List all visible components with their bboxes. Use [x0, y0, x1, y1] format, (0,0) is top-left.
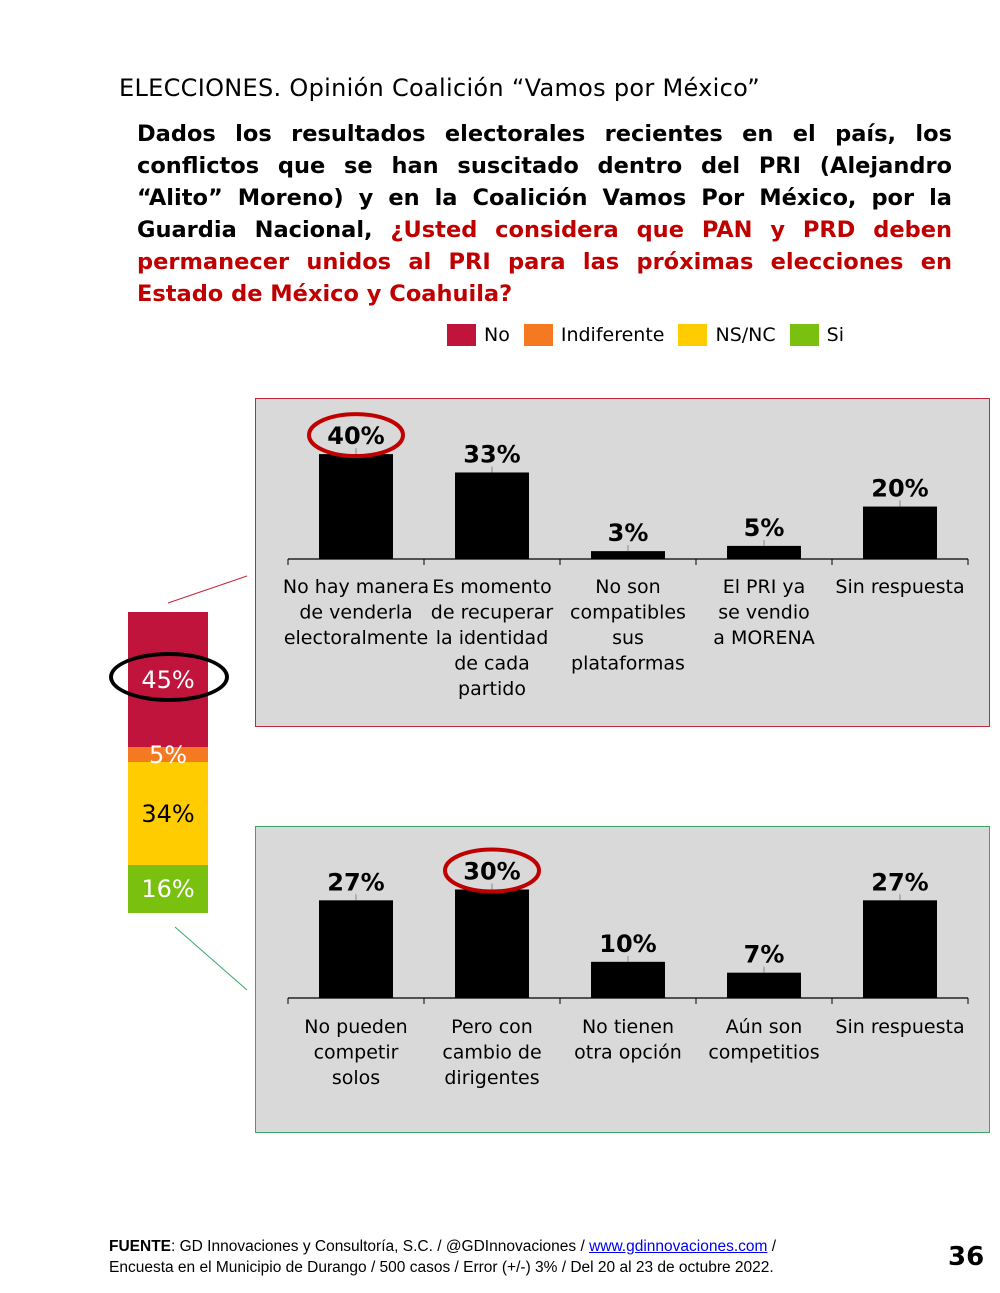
data-label: 3%	[607, 519, 649, 548]
category-label: competitios	[708, 1041, 820, 1064]
no-reasons-panel	[255, 398, 990, 727]
category-label: de recuperar	[430, 601, 554, 624]
bar	[727, 973, 801, 998]
category-label: dirigentes	[444, 1067, 540, 1089]
category-label: sus	[612, 627, 644, 649]
no-reasons-chart	[256, 399, 989, 726]
category-label: No tienen	[581, 1016, 675, 1038]
page-number: 36	[948, 1242, 985, 1272]
data-label: 5%	[743, 513, 785, 542]
connector-line-si	[175, 927, 247, 990]
category-label: otra opción	[574, 1041, 682, 1064]
bar	[591, 551, 665, 559]
category-label: solos	[331, 1067, 381, 1089]
data-label: 40%	[327, 422, 385, 451]
stack-segment-label: 16%	[141, 874, 195, 903]
footer-line-1	[109, 1236, 776, 1257]
category-label: electoralmente	[283, 627, 429, 649]
category-label: de cada	[454, 652, 530, 675]
bar	[863, 900, 937, 998]
bar	[591, 962, 665, 998]
category-label: Sin respuesta	[835, 576, 965, 598]
category-label: No pueden	[304, 1016, 408, 1038]
category-label: Es momento	[432, 576, 552, 598]
data-label: 7%	[743, 940, 785, 969]
stacked-summary-bar	[128, 612, 208, 913]
stack-segment-label: 5%	[148, 740, 188, 769]
data-label: 10%	[599, 929, 657, 958]
source-text: : GD Innovaciones y Consultoría, S.C. / @GDInnovaciones /	[171, 1238, 590, 1255]
category-label: se vendio	[718, 601, 810, 624]
stack-segment-label: 45%	[141, 665, 195, 694]
stack-segment-label: 34%	[141, 799, 195, 828]
source-end: /	[767, 1238, 777, 1255]
source-label: FUENTE	[109, 1238, 171, 1255]
bar	[863, 507, 937, 559]
footer-line-2: Encuesta en el Municipio de Durango / 500 casos / Error (+/-) 3% / Del 20 al 23 de octubre 2022.	[109, 1259, 774, 1276]
legend-label: No	[484, 324, 510, 346]
data-label: 30%	[463, 857, 521, 886]
question-highlight: ¿Usted considera que PAN y PRD deben permanecer unidos al PRI para las próximas elecciones en Estado de México y Coahuila?	[137, 217, 952, 307]
bar	[455, 472, 529, 559]
stack-segment-si	[128, 865, 208, 913]
website-link[interactable]: www.gdinnovaciones.com	[589, 1238, 768, 1255]
category-label: partido	[458, 678, 526, 700]
category-label: a MORENA	[713, 627, 815, 649]
stack-segment-indiferente	[128, 740, 208, 769]
stack-segment-nsnc	[128, 762, 208, 864]
legend-label: NS/NC	[715, 324, 776, 346]
category-label: competir	[313, 1041, 399, 1064]
si-reasons-panel	[255, 826, 990, 1133]
bar	[455, 889, 529, 998]
category-label: Aún son	[725, 1016, 803, 1038]
category-label: compatibles	[570, 601, 686, 624]
stack-segment-no	[128, 612, 208, 747]
data-label: 33%	[463, 440, 521, 469]
legend-label: Si	[826, 324, 844, 346]
source-footer	[109, 1236, 776, 1278]
category-label: No hay manera	[282, 576, 430, 598]
data-label: 27%	[327, 868, 385, 897]
category-label: la identidad	[435, 627, 549, 649]
connector-line-no	[168, 576, 247, 603]
bar	[727, 546, 801, 559]
bar	[319, 900, 393, 998]
bar	[319, 454, 393, 559]
category-label: Pero con	[451, 1016, 533, 1038]
category-label: No son	[595, 576, 661, 598]
category-label: cambio de	[442, 1041, 542, 1064]
category-label: El PRI ya	[722, 576, 806, 598]
si-reasons-chart	[256, 827, 989, 1132]
legend-label: Indiferente	[560, 324, 665, 346]
category-label: Sin respuesta	[835, 1016, 965, 1038]
question-context: Dados los resultados electorales recientes en el país, los conflictos que se han suscitado dentro del PRI (Alejandro “Alito” Moreno) y en la Coalición Vamos Por México, por la Guardia Nacional,	[137, 121, 952, 243]
data-label: 20%	[871, 474, 929, 503]
category-label: de venderla	[299, 601, 413, 624]
page-title: ELECCIONES. Opinión Coalición “Vamos por México”	[119, 74, 760, 102]
category-label: plataformas	[571, 652, 685, 675]
data-label: 27%	[871, 868, 929, 897]
